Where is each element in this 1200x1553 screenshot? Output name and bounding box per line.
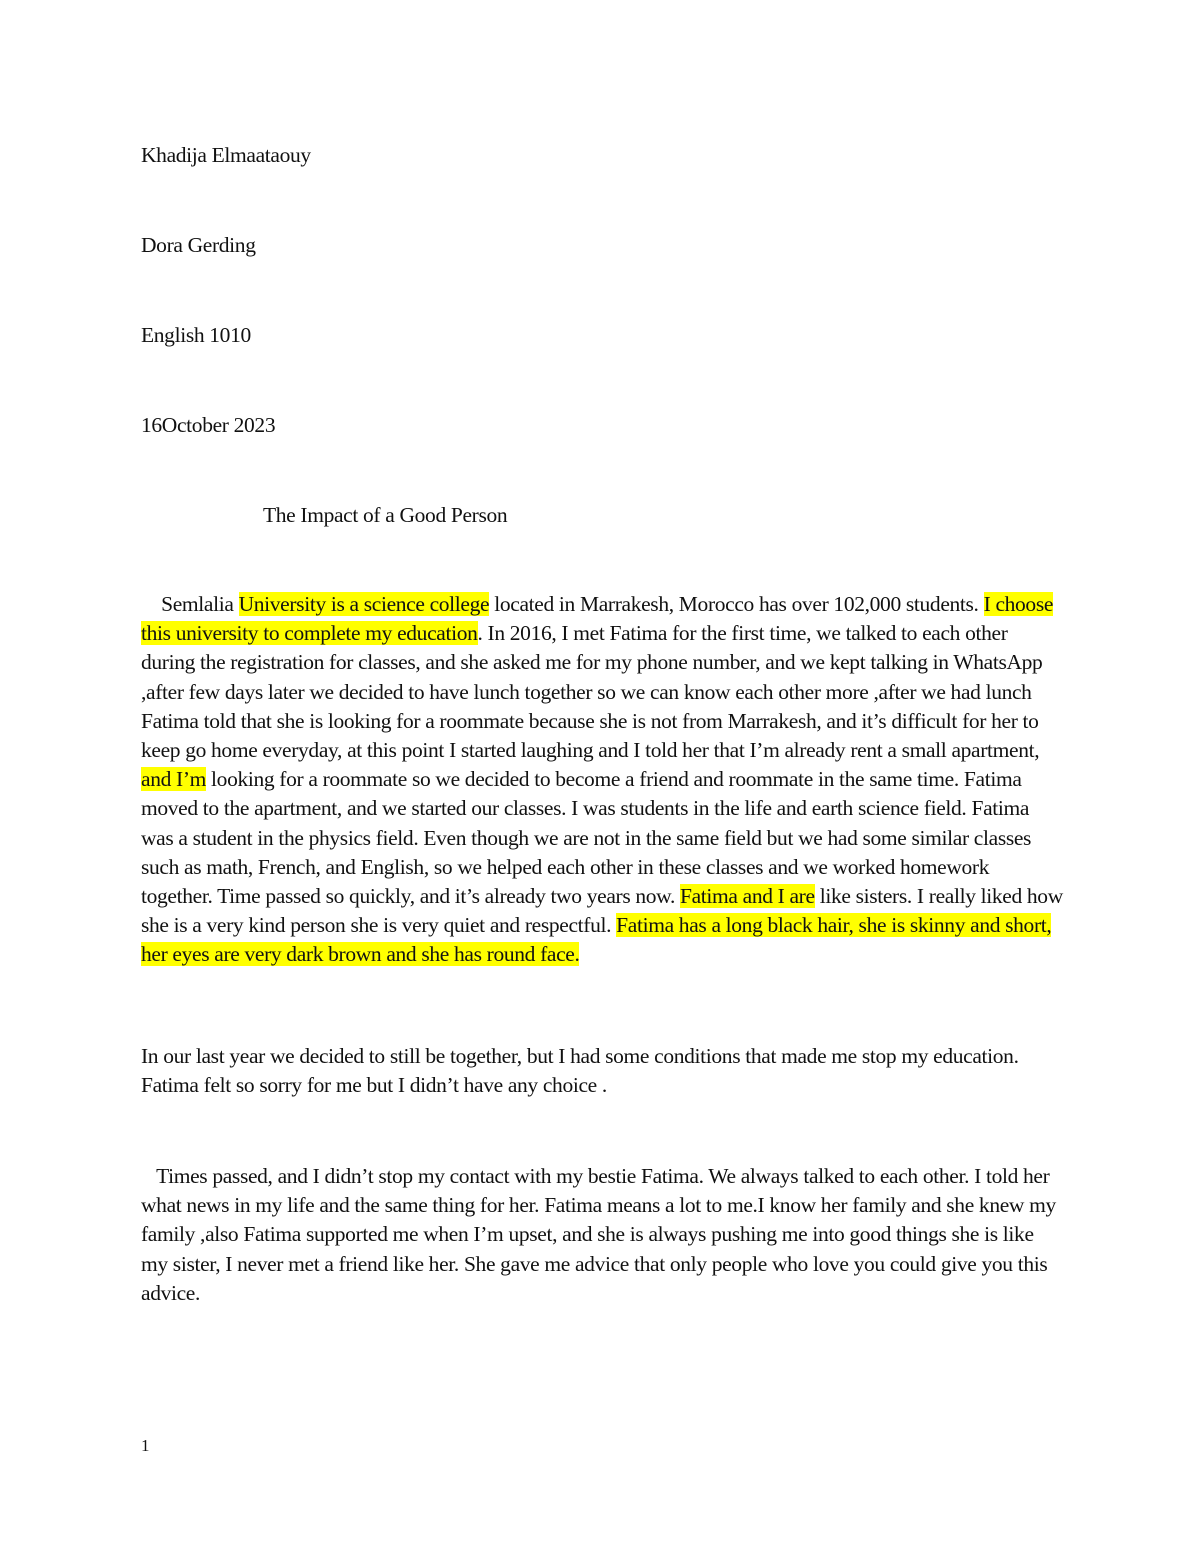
paragraph-1-segment: like sisters. I really liked how she is a very kind person she is very quiet and respectful. [141, 884, 1063, 938]
essay-title: The Impact of a Good Person [263, 503, 508, 527]
paragraph-1 [141, 590, 1063, 970]
paragraph-3: Times passed, and I didn’t stop my contact with my bestie Fatima. We always talked to each other. I told her what news in my life and the same thing for her. Fatima means a lot to me.I know her family and she knew my family ,also Fatima supported me when I’m upset, and she is always pushing me into good things she is like my sister, I never met a friend like her. She gave me advice that only people who love you could give you this advice. [141, 1164, 1061, 1305]
paragraph-1-highlight: and I’m [141, 767, 207, 792]
paragraph-1-segment: Semlalia [141, 592, 239, 616]
instructor-name: Dora Gerding [141, 233, 256, 257]
paragraph-1-highlight: Fatima has a long black hair, she is skinny and short, her eyes are very dark brown and she has round face. [141, 913, 1052, 967]
paragraph-1-highlight: University is a science college [238, 592, 490, 616]
paragraph-1-segment: looking for a roommate so we decided to become a friend and roommate in the same time. Fatima moved to the apartment, and we started our classes. I was students in the life and earth science field. Fatima was a student in the physics field. Even though we are not in the same field but we had some similar classes such as math, French, and English, so we helped each other in these classes and we worked homework together. Time passed so quickly, and it’s already two years now. [141, 767, 1032, 909]
paragraph-2: In our last year we decided to still be together, but I had some conditions that made me stop my education. Fatima felt so sorry for me but I didn’t have any choice . [141, 1044, 1019, 1098]
paragraph-1-segment: . In 2016, I met Fatima for the first time, we talked to each other during the registration for classes, and she asked me for my phone number, and we kept talking in WhatsApp ,after few days later we decided to have lunch together so we can know each other more ,after we had lunch Fatima told that she is looking for a roommate because she is not from Marrakesh, and it’s difficult for her to keep go home everyday, at this point I started laughing and I told her that I’m already rent a small apartment, [141, 621, 1043, 763]
paragraph-1-highlight: I choose this university to complete my education [141, 592, 1054, 646]
course-name: English 1010 [141, 323, 251, 347]
page-number: 1 [141, 1436, 150, 1455]
paragraph-1-highlight: Fatima and I are [680, 884, 815, 909]
essay-date: 16October 2023 [141, 413, 276, 437]
student-name: Khadija Elmaataouy [141, 143, 311, 167]
paragraph-1-segment: located in Marrakesh, Morocco has over 102,000 students. [489, 592, 984, 616]
